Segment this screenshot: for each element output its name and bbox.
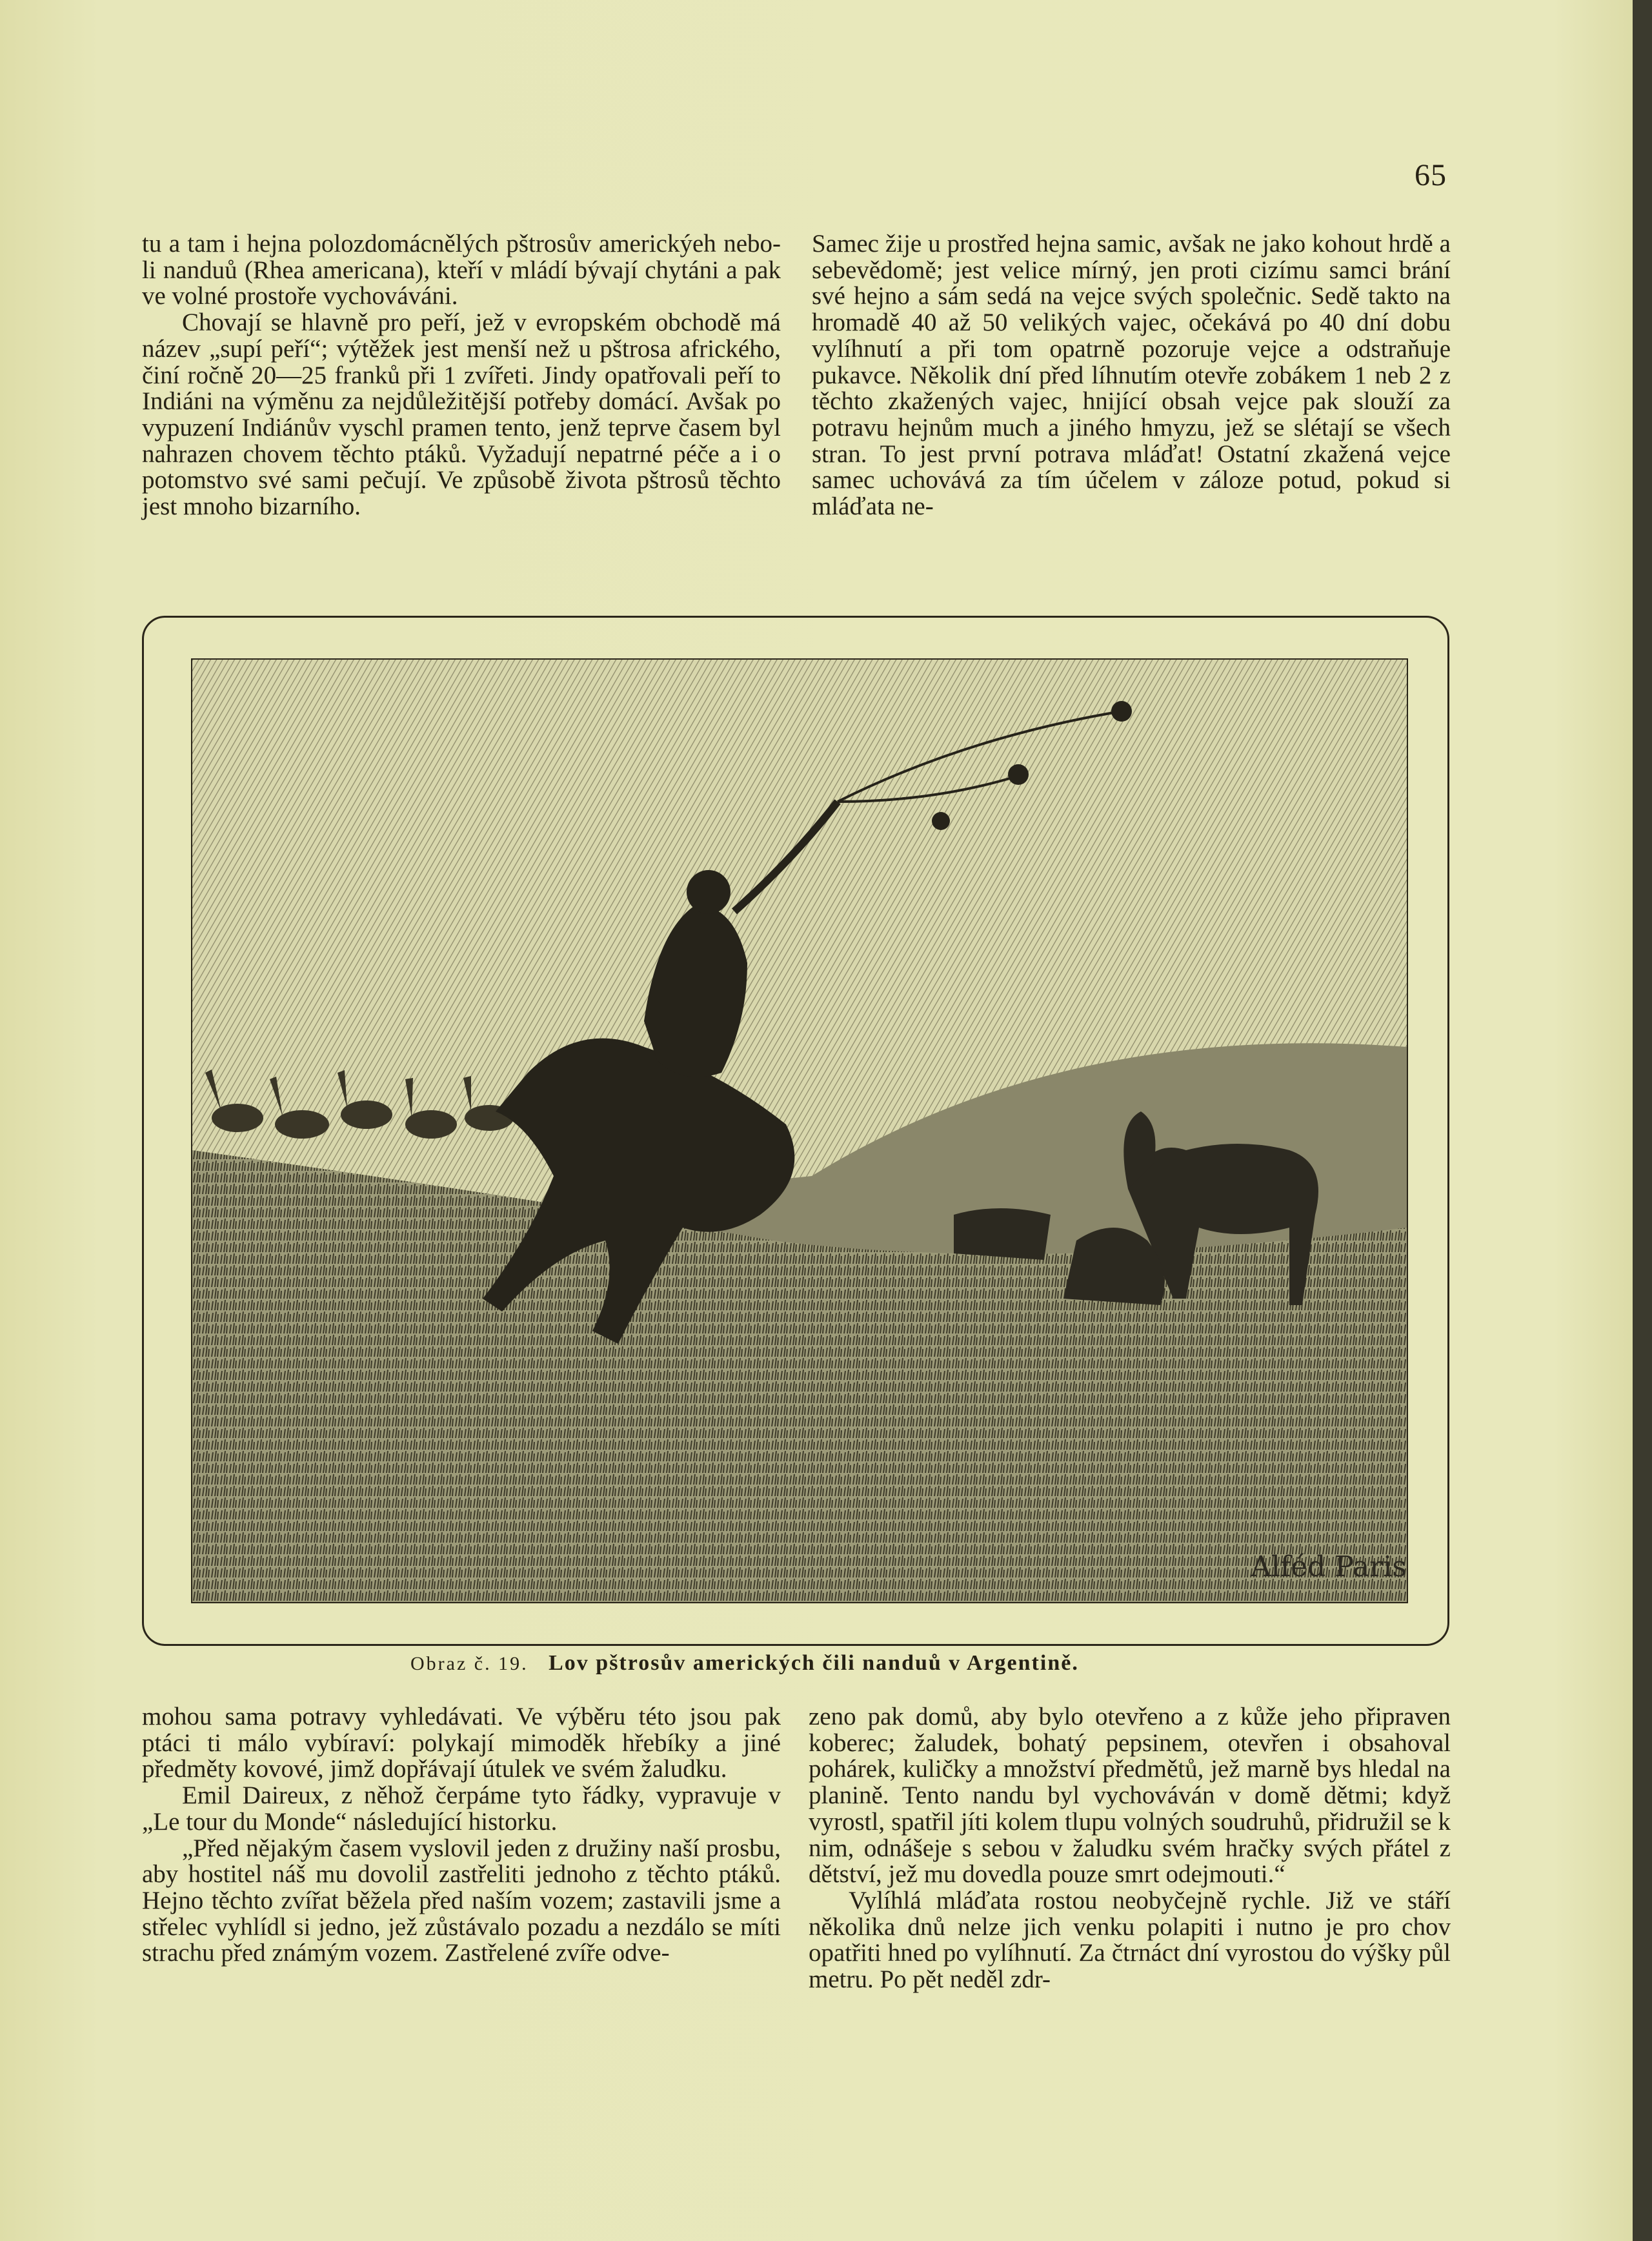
paragraph: Vylíhlá mláďata rostou neobyčejně rychle. Již ve stáří několika dnů nelze jich venku polapiti i nutno je pro chov opatřiti hned po vylíhnutí. Za čtrnáct dní vyrostou do výšky půl metru. Po pět neděl zdr-: [809, 1886, 1451, 1994]
text-column-bottom-left: [142, 1704, 781, 1967]
text-column-top-left: [142, 231, 781, 520]
figure-caption: [410, 1651, 1079, 1676]
text-column-bottom-right: [809, 1704, 1451, 1993]
paragraph: Samec žije u prostřed hejna samic, avšak ne jako kohout hrdě a sebevědomě; jest velice mírný, jen proti cizímu samci brání své hejno a sám sedá na vejce svých společnic. Sedě takto na hromadě 40 až 50 velikých vajec, očekává po 40 dní dobu vylíhnutí a při tom opatrně pozoruje vejce a odstraňuje pukavce. Několik dní před líhnutím otevře zobákem 1 neb 2 z těchto zkažených vajec, hnijící obsah vejce pak slouží za potravu hejnům much a jiného hmyzu, jež se slétají se všech stran. To jest první potrava mláďat! Ostatní zkažená vejce samec uchovává za tím účelem v záloze potud, pokud si mláďata ne-: [812, 230, 1451, 521]
paragraph: Chovají se hlavně pro peří, jež v evropském obchodě má název „supí peří“; výtěžek jest menší než u pštrosa afrického, činí ročně 20—25 franků při 1 zvířeti. Jindy opatřovali peří to Indiáni na výměnu za nejdůležitější potřeby domácí. Avšak po vypuzení Indiánův vyschl pramen tento, jenž teprve časem byl nahrazen chovem těchto ptáků. Vyžadují nepatrné péče a i o potomstvo své sami pečují. Ve způsobě života pštrosů těchto jest mnoho bizarního.: [142, 309, 781, 521]
caption-number: Obraz č. 19.: [410, 1653, 529, 1674]
paragraph: mohou sama potravy vyhledávati. Ve výběru této jsou pak ptáci ti málo vybíraví: polykají mimoděk hřebíky a jiné předměty kovové, jimž dopřávají útulek ve svém žaludku.: [142, 1703, 781, 1783]
page-number: 65: [1415, 158, 1447, 192]
paragraph: tu a tam i hejna polozdomácnělých pštrosův americkýeh nebo-li nanduů (Rhea americana), kteří v mládí bývají chytáni a pak ve volné prostoře vychováváni.: [142, 230, 781, 310]
page-edge: [1633, 0, 1652, 2241]
artist-signature: Alféd Paris: [1251, 1550, 1407, 1583]
caption-title: Lov pštrosův amerických čili nanduů v Argentině.: [549, 1651, 1079, 1675]
engraving-image: [192, 660, 1407, 1602]
text-column-top-right: [812, 231, 1451, 520]
illustration-rhea-hunt: [191, 658, 1408, 1603]
paragraph: „Před nějakým časem vyslovil jeden z družiny naší prosbu, aby hostitel náš mu dovolil zastřeliti jednoho z těchto ptáků. Hejno těchto zvířat běžela před naším vozem; zastavili jsme a střelec vyhlídl si jedno, jež zůstávalo pozadu a nezdálo se míti strachu před známým vozem. Zastřelené zvíře odve-: [142, 1834, 781, 1967]
paragraph: Emil Daireux, z něhož čerpáme tyto řádky, vypravuje v „Le tour du Monde“ následující historku.: [142, 1781, 781, 1836]
paragraph: zeno pak domů, aby bylo otevřeno a z kůže jeho připraven koberec; žaludek, bohatý pepsinem, otevřen i obsahoval pohárek, kuličky a množství předmětů, jež marně bys hledal na planině. Tento nandu byl vychováván v domě dětmi; když vyrostl, spatřil jíti kolem tlupu volných soudruhů, přidružil se k nim, odnášeje s sebou v žaludku svém hračky svých přátel z dětství, jež mu dovedla pouze smrt odejmouti.“: [809, 1703, 1451, 1889]
